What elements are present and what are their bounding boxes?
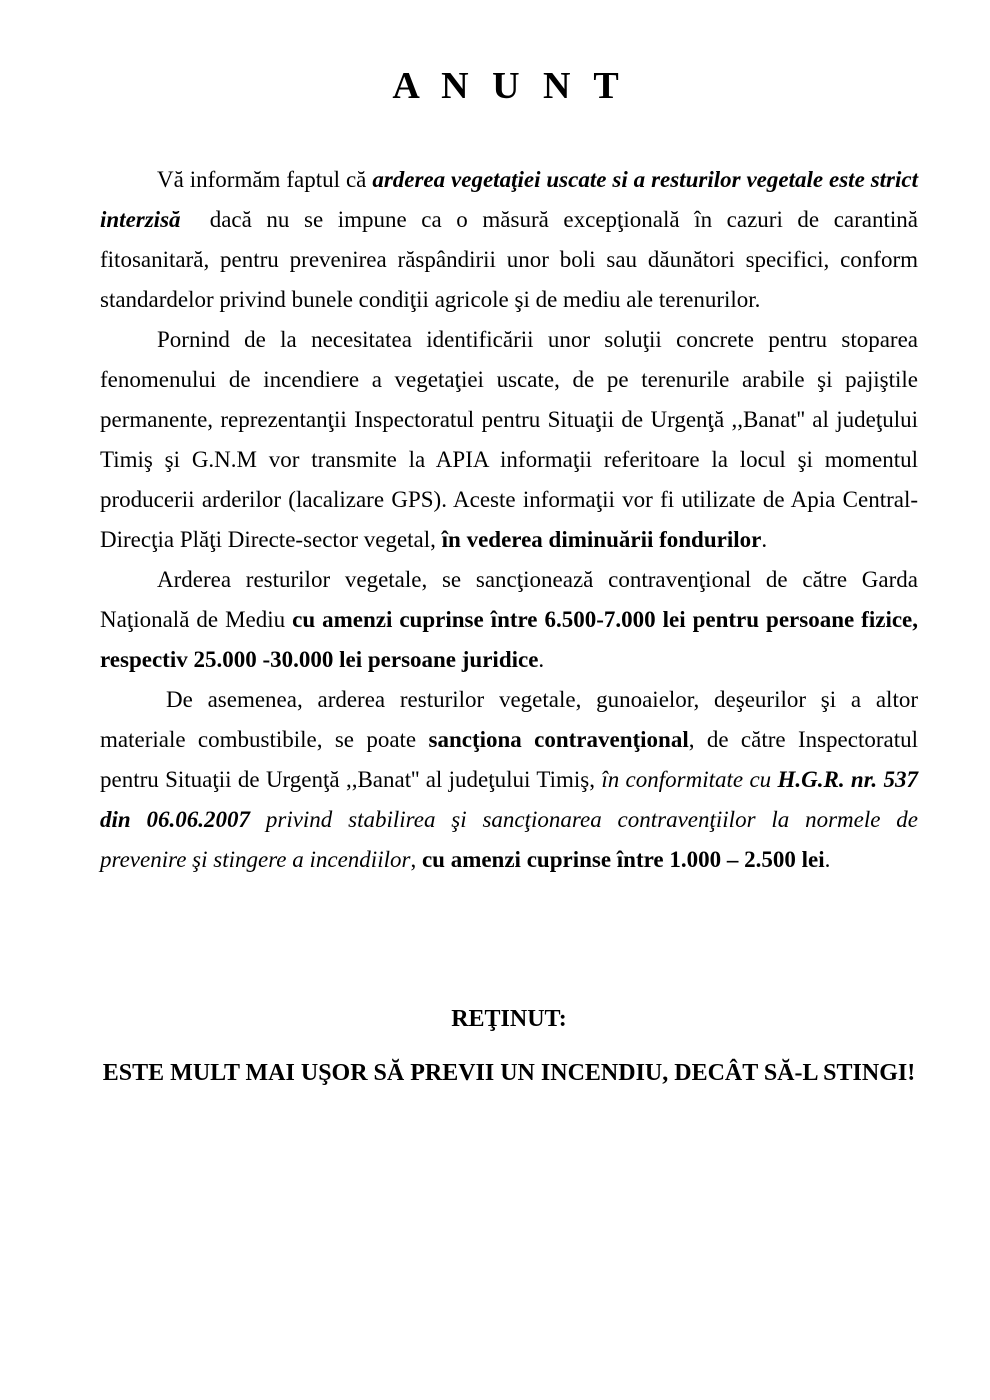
retinut-heading: REŢINUT: bbox=[451, 1006, 567, 1032]
paragraph-sanctiuni-isu: De asemenea, arderea resturilor vegetale, gunoaielor, deşeurilor şi a altor materiale combustibile, se poate sancţiona contravenţional, de către Inspectoratul pentru Situaţii de Urgenţă ,,Banat'' al judeţului Timiş, în conformitate cu H.G.R. nr. 537 din 06.06.2007 privind stabilirea şi sancţionarea contravenţiilor la normele de prevenire şi stingere a incendiilor, cu amenzi cuprinse între 1.000 – 2.500 lei. bbox=[100, 687, 919, 872]
slogan-line: ESTE MULT MAI UŞOR SĂ PREVII UN INCENDIU, DECÂT SĂ-L STINGI! bbox=[102, 1060, 916, 1086]
paragraph-intro: Vă informăm faptul că arderea vegetaţiei uscate si a resturilor vegetale este strict interzisă dacă nu se impune ca o măsură excepţională în cazuri de carantină fitosanitară, pentru prevenirea răspândirii unor boli sau dăunători specifici, conform standardelor privind bunele condiţii agricole şi de mediu ale terenurilor. bbox=[100, 167, 918, 312]
document-footer bbox=[100, 1003, 918, 1089]
paragraph-pornind: Pornind de la necesitatea identificării unor soluţii concrete pentru stoparea fenomenului de incendiere a vegetaţiei uscate, de pe terenurile arabile şi pajiştile permanente, reprezentanţii Inspectoratul pentru Situaţii de Urgenţă ,,Banat'' al judeţului Timiş şi G.N.M vor transmite la APIA informaţii referitoare la locul şi momentul producerii arderilor (lacalizare GPS). Aceste informaţii vor fi utilizate de Apia Central- Direcţia Plăţi Directe-sector vegetal, în vederea diminuării fondurilor. bbox=[100, 327, 918, 552]
document-body bbox=[100, 160, 918, 880]
document-title: A N U N T bbox=[392, 65, 626, 107]
paragraph-sanctiuni-garda: Arderea resturilor vegetale, se sancţionează contravenţional de către Garda Naţională de Mediu cu amenzi cuprinse între 6.500-7.000 lei pentru persoane fizice, respectiv 25.000 -30.000 lei persoane juridice. bbox=[100, 567, 919, 672]
